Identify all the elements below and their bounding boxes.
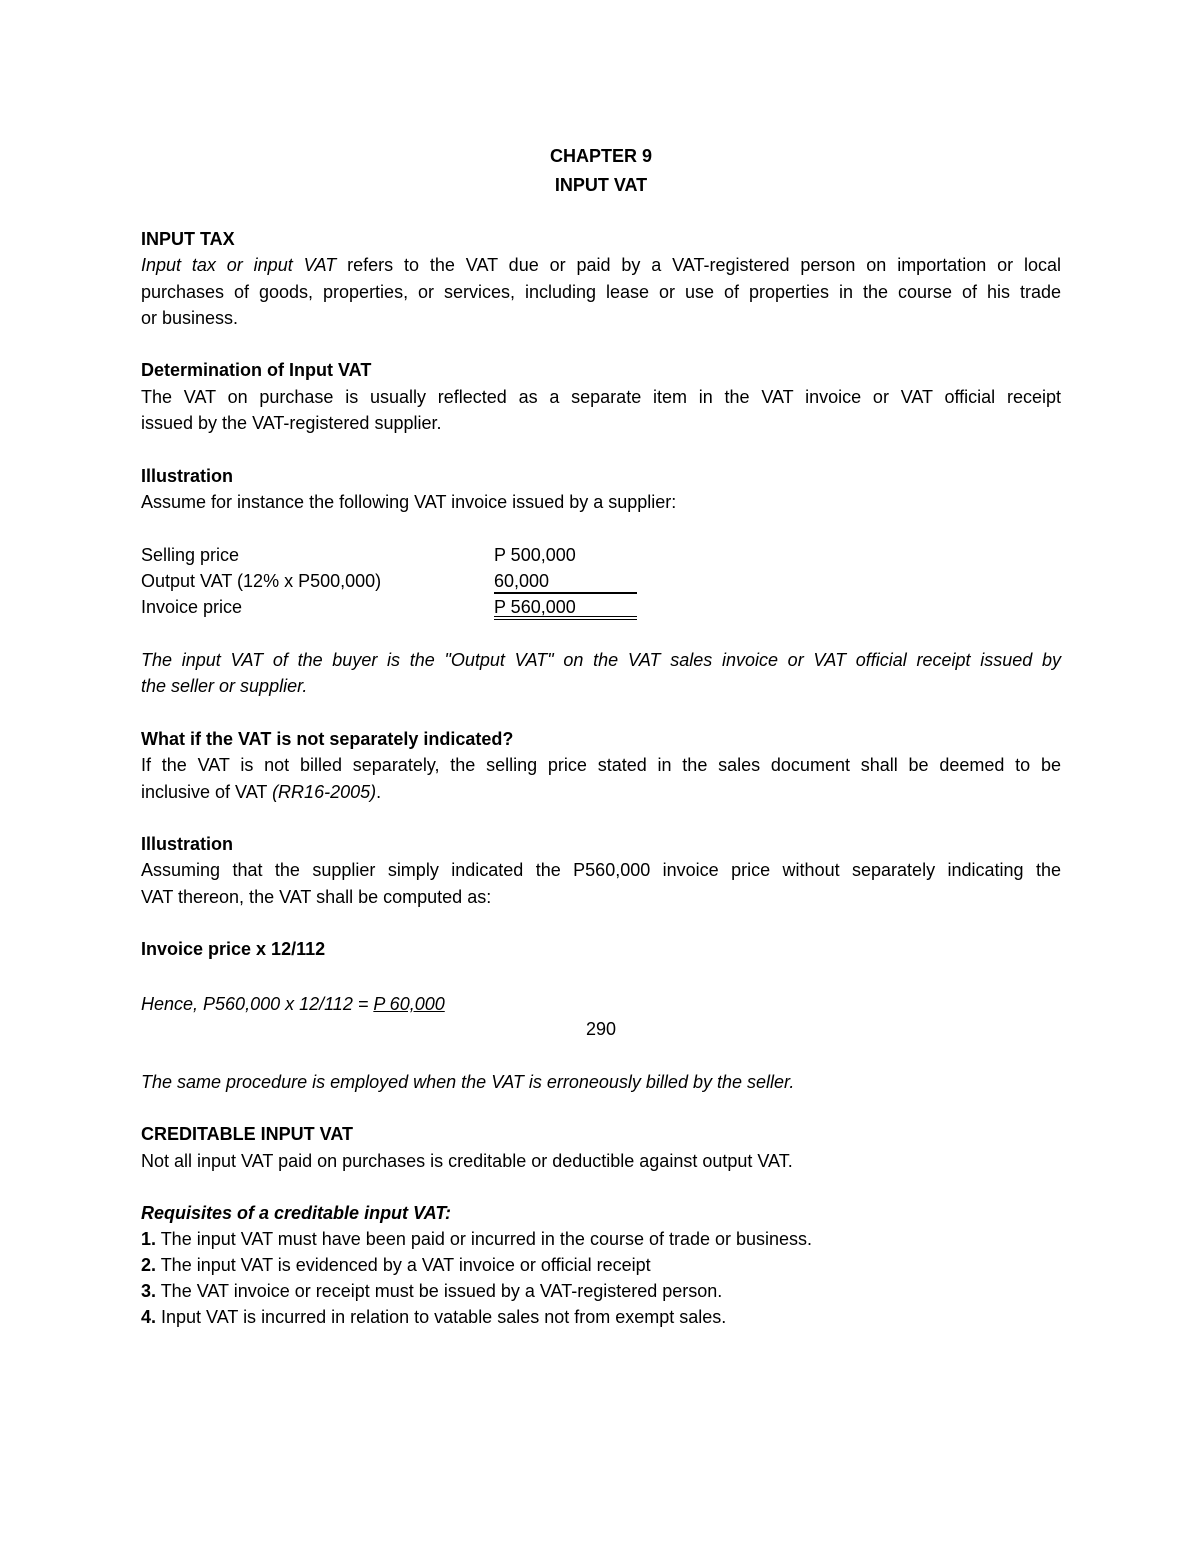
- item-number: 2.: [141, 1255, 157, 1275]
- not-separate-text: inclusive of VAT: [141, 782, 273, 802]
- not-separate-line-2: [141, 779, 381, 805]
- item-text: The input VAT must have been paid or incurred in the course of trade or business.: [156, 1229, 813, 1249]
- item-number: 3.: [141, 1281, 157, 1301]
- item-text: Input VAT is incurred in relation to vatable sales not from exempt sales.: [156, 1307, 727, 1327]
- invoice-row-invoice-price: [141, 594, 1061, 620]
- not-separate-period: .: [376, 782, 382, 802]
- computation-result: P 60,000: [373, 994, 445, 1014]
- same-procedure-note: The same procedure is employed when the VAT is erroneously billed by the seller.: [141, 1072, 795, 1092]
- invoice-row-output-vat: [141, 568, 1061, 594]
- illustration-2-heading: Illustration: [141, 834, 234, 854]
- determination-line-2: issued by the VAT-registered supplier.: [141, 413, 442, 433]
- item-text: The input VAT is evidenced by a VAT invoice or official receipt: [156, 1255, 651, 1275]
- invoice-label: Output VAT (12% x P500,000): [141, 571, 382, 591]
- chapter-title: INPUT VAT: [554, 175, 648, 195]
- item-number: 1.: [141, 1229, 157, 1249]
- chapter-number: CHAPTER 9: [549, 146, 652, 166]
- input-tax-heading: INPUT TAX: [141, 229, 235, 249]
- invoice-value: P 560,000: [494, 594, 637, 620]
- item-number: 4.: [141, 1307, 157, 1327]
- buyer-input-vat-note-line-2: the seller or supplier.: [141, 676, 308, 696]
- input-tax-paragraph-line-1: [141, 252, 1061, 278]
- invoice-value: P 500,000: [494, 545, 576, 565]
- input-tax-paragraph-line-3: or business.: [141, 308, 239, 328]
- input-tax-term: Input tax or input VAT: [141, 255, 337, 275]
- not-separate-line-1: If the VAT is not billed separately, the selling price stated in the sales document shall be deemed to be: [141, 755, 1061, 775]
- computation-line: [141, 991, 445, 1017]
- not-separate-heading: What if the VAT is not separately indicated?: [141, 729, 514, 749]
- creditable-heading: CREDITABLE INPUT VAT: [141, 1124, 353, 1144]
- computation-text: Hence, P560,000 x 12/112 =: [141, 994, 374, 1014]
- formula: Invoice price x 12/112: [141, 939, 326, 959]
- illustration-1-intro: Assume for instance the following VAT invoice issued by a supplier:: [141, 492, 677, 512]
- item-text: The VAT invoice or receipt must be issued by a VAT-registered person.: [156, 1281, 723, 1301]
- input-tax-definition: refers to the VAT due or paid by a VAT-registered person on importation or local: [336, 255, 1062, 275]
- requisites-heading: Requisites of a creditable input VAT:: [141, 1203, 452, 1223]
- illustration-2-line-2: VAT thereon, the VAT shall be computed as:: [141, 887, 492, 907]
- buyer-input-vat-note-line-1: The input VAT of the buyer is the "Output VAT" on the VAT sales invoice or VAT official receipt issued by: [141, 650, 1061, 670]
- requisite-item: [141, 1226, 812, 1252]
- invoice-value: 60,000: [494, 568, 637, 594]
- illustration-2-line-1: Assuming that the supplier simply indicated the P560,000 invoice price without separately indicating the: [141, 860, 1061, 880]
- invoice-row-selling-price: [141, 542, 1061, 568]
- regulation-reference: (RR16-2005): [272, 782, 377, 802]
- page-number: 290: [585, 1019, 617, 1039]
- input-tax-paragraph-line-2: purchases of goods, properties, or services, including lease or use of properties in the course of his trade: [141, 282, 1061, 302]
- invoice-label: Invoice price: [141, 597, 243, 617]
- illustration-1-heading: Illustration: [141, 466, 234, 486]
- requisite-item: [141, 1304, 726, 1330]
- creditable-line-1: Not all input VAT paid on purchases is creditable or deductible against output VAT.: [141, 1151, 793, 1171]
- determination-line-1: The VAT on purchase is usually reflected as a separate item in the VAT invoice or VAT official receipt: [141, 387, 1061, 407]
- requisite-item: [141, 1278, 722, 1304]
- requisite-item: [141, 1252, 651, 1278]
- invoice-label: Selling price: [141, 545, 240, 565]
- determination-heading: Determination of Input VAT: [141, 360, 372, 380]
